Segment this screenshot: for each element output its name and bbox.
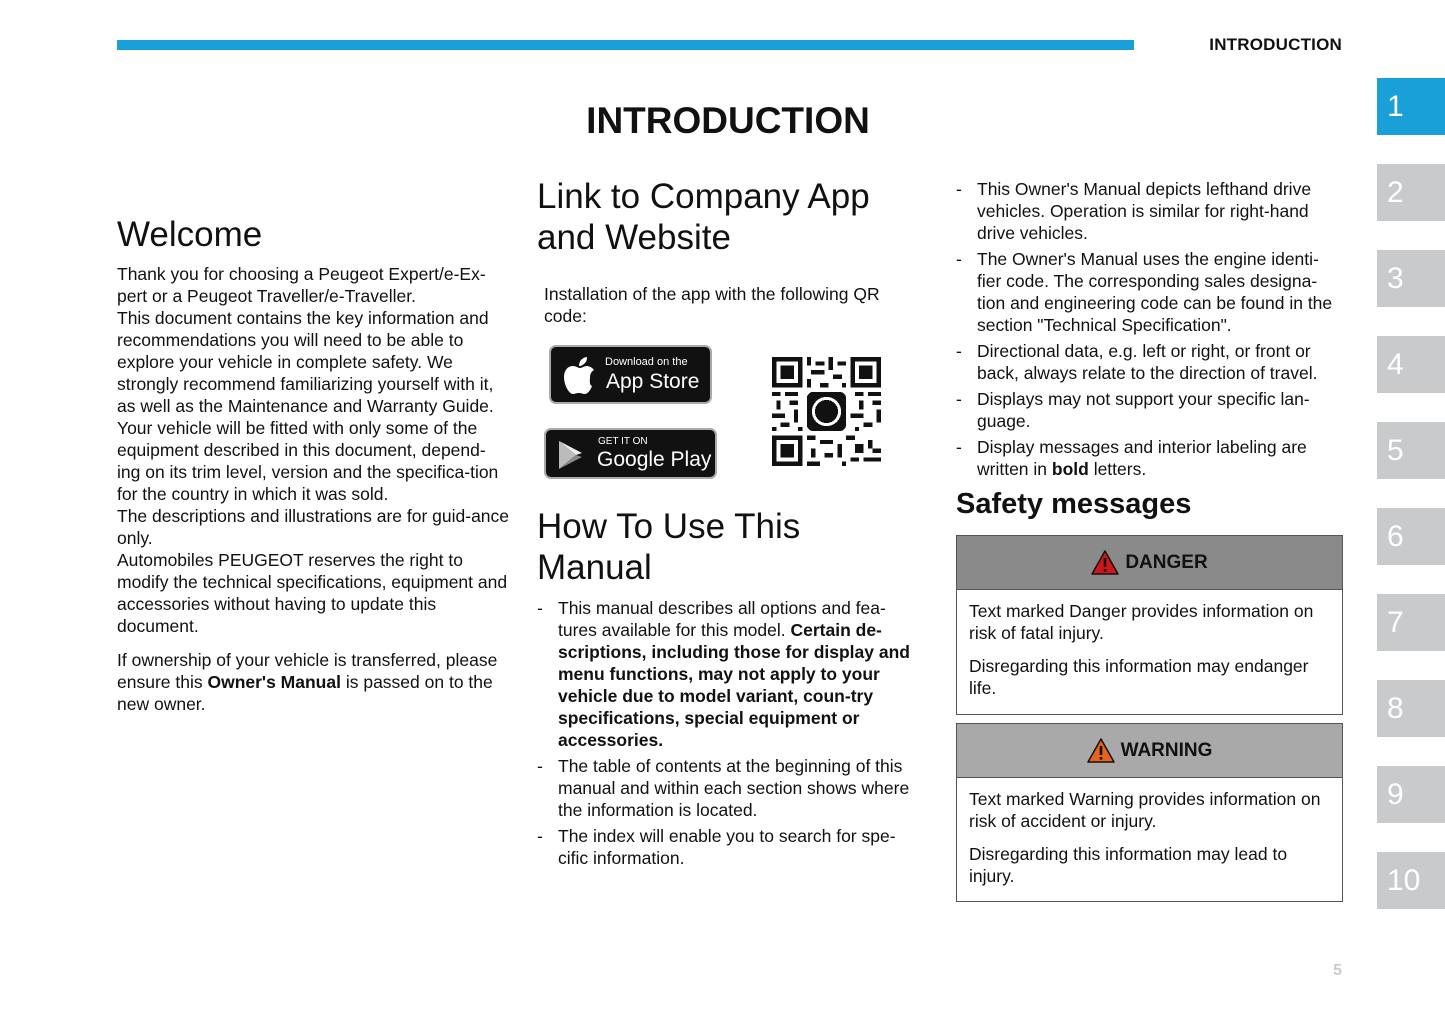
link-app-heading: Link to Company App and Website — [537, 177, 870, 257]
welcome-paragraph: Thank you for choosing a Peugeot Expert/e-Ex-pert or a Peugeot Traveller/e-Traveller. — [117, 264, 486, 306]
welcome-paragraph: Automobiles PEUGEOT reserves the right to modify the technical specifications, equipment and accessories without having to update this document. — [117, 550, 508, 636]
chapter-tab-1[interactable]: 1 — [1377, 78, 1445, 135]
qr-code[interactable] — [772, 357, 881, 466]
chapter-tab-7[interactable]: 7 — [1377, 594, 1445, 651]
danger-text: Text marked Danger provides information on risk of fatal injury. — [969, 601, 1314, 643]
chapter-tab-4[interactable]: 4 — [1377, 336, 1445, 393]
google-play-icon — [556, 439, 588, 471]
danger-text: Disregarding this information may endanger life. — [969, 656, 1309, 698]
list-item: - This manual describes all options and fea-tures available for this model. Certain de-scriptions, including those for display and menu functions, may not apply to your vehicle due to model variant, coun-try specifications, special equipment or accessories. — [537, 597, 922, 751]
page-title: INTRODUCTION — [586, 100, 870, 141]
list-item: - The Owner's Manual uses the engine identi-fier code. The corresponding sales designa-tion and engineering code can be found in the section "Technical Specification". — [956, 248, 1342, 336]
welcome-paragraph: Your vehicle will be fitted with only some of the equipment described in this document, depend-ing on its trim level, version and the specifica-tion for the country in which it was sold. — [117, 418, 499, 504]
chapter-tab-5[interactable]: 5 — [1377, 422, 1445, 479]
chapter-tab-8[interactable]: 8 — [1377, 680, 1445, 737]
welcome-paragraph: The descriptions and illustrations are for guid-ance only. — [117, 506, 510, 548]
link-app-section — [537, 176, 922, 258]
how-to-use-heading: How To Use This Manual — [537, 507, 801, 587]
warning-box — [956, 723, 1343, 902]
list-item: - Directional data, e.g. left or right, or front or back, always relate to the direction of travel. — [956, 340, 1342, 384]
google-play-small-text: GET IT ON — [598, 436, 648, 447]
warning-title: WARNING — [1120, 739, 1213, 761]
chapter-tab-3[interactable]: 3 — [1377, 250, 1445, 307]
danger-title: DANGER — [1125, 551, 1208, 573]
list-item: - This Owner's Manual depicts lefthand drive vehicles. Operation is similar for right-hand drive vehicles. — [956, 178, 1342, 244]
chapter-tab-10[interactable]: 10 — [1377, 852, 1445, 909]
list-item: - Displays may not support your specific lan-guage. — [956, 388, 1342, 432]
hazard-icon — [1087, 738, 1115, 763]
warning-header — [957, 724, 1342, 778]
list-item: - Display messages and interior labeling are written in bold letters. — [956, 436, 1342, 480]
chapter-tab-9[interactable]: 9 — [1377, 766, 1445, 823]
hazard-icon — [1091, 550, 1119, 575]
warning-text: Text marked Warning provides information on risk of accident or injury. — [969, 789, 1321, 831]
app-store-small-text: Download on the — [605, 356, 688, 368]
apple-icon — [563, 356, 597, 396]
ownership-paragraph: If ownership of your vehicle is transferred, please ensure this Owner's Manual is passed on to the new owner. — [117, 650, 498, 714]
list-item: - The index will enable you to search for spe-cific information. — [537, 825, 922, 869]
google-play-big-text: Google Play — [597, 448, 712, 471]
safety-heading: Safety messages — [956, 488, 1192, 520]
warning-text: Disregarding this information may lead to injury. — [969, 844, 1288, 886]
running-header: INTRODUCTION — [1209, 35, 1342, 54]
danger-header — [957, 536, 1342, 590]
page-number: 5 — [1333, 962, 1342, 979]
welcome-paragraph: This document contains the key information and recommendations you will need to be able to explore your vehicle in complete safety. We strongly recommend familiarizing yourself with it, as well as the Maintenance and Warranty Guide. — [117, 308, 494, 416]
app-install-text: Installation of the app with the following QR code: — [544, 284, 880, 326]
app-store-badge[interactable] — [549, 345, 712, 404]
welcome-heading: Welcome — [117, 215, 263, 254]
app-store-big-text: App Store — [606, 370, 700, 393]
danger-box — [956, 535, 1343, 715]
notes-section — [956, 178, 1342, 484]
welcome-section — [117, 214, 509, 715]
how-to-use-section — [537, 506, 922, 873]
chapter-tabs — [1377, 78, 1445, 938]
google-play-badge[interactable] — [544, 428, 717, 479]
header-accent-bar — [117, 40, 1134, 50]
chapter-tab-6[interactable]: 6 — [1377, 508, 1445, 565]
chapter-tab-2[interactable]: 2 — [1377, 164, 1445, 221]
list-item: - The table of contents at the beginning of this manual and within each section shows where the information is located. — [537, 755, 922, 821]
